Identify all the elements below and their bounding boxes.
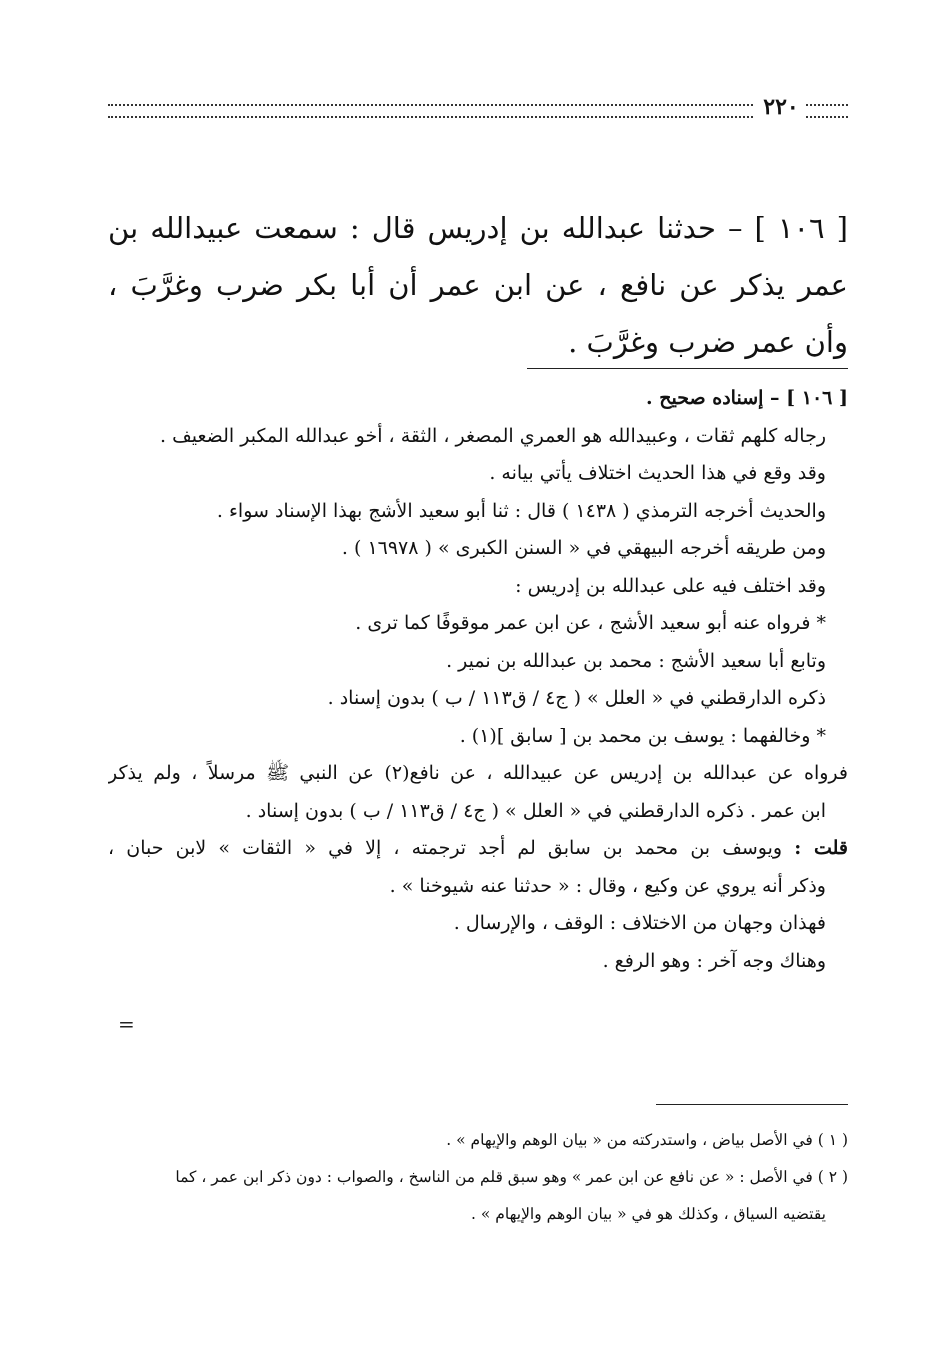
commentary-heading — [108, 380, 848, 418]
commentary-line: * فرواه عنه أبو سعيد الأشج ، عن ابن عمر موقوفًا كما ترى . — [355, 612, 826, 634]
commentary-line: ابن عمر . ذكره الدارقطني في « العلل » ( ج٤ / ق١١٣ / ب ) بدون إسناد . — [245, 799, 826, 822]
footnote-continuation: يقتضيه السياق ، وكذلك هو في « بيان الوهم والإيهام » . — [471, 1205, 826, 1223]
commentary-line: فهذان وجهان من الاختلاف : الوقف ، والإرسال . — [453, 912, 826, 934]
commentary-line: * وخالفهما : يوسف بن محمد بن [ سابق ](١) . — [459, 724, 826, 747]
page-header — [108, 94, 848, 124]
footnotes — [108, 1122, 848, 1233]
commentary — [108, 380, 848, 980]
commentary-line: ومن طريقه أخرجه البيهقي في « السنن الكبرى » ( ١٦٩٧٨ ) . — [341, 537, 826, 559]
header-dotted-rule-right — [806, 104, 848, 118]
commentary-line: وذكر أنه يروي عن وكيع ، وقال : « حدثنا عنه شيوخنا » . — [389, 874, 826, 897]
header-dotted-rule-left — [108, 104, 753, 118]
footnote-separator — [656, 1104, 848, 1105]
commentary-line: ذكره الدارقطني في « العلل » ( ج٤ / ق١١٣ / ب ) بدون إسناد . — [327, 687, 826, 709]
commentary-line: وتابع أبا سعيد الأشج : محمد بن عبدالله بن نمير . — [446, 649, 826, 672]
footnote-item: ( ٢ ) في الأصل : « عن نافع عن ابن عمر » وهو سبق قلم من الناسخ ، والصواب : دون ذكر ابن عمر ، كما — [175, 1168, 848, 1186]
commentary-line: فرواه عن عبدالله بن إدريس عن عبيدالله ، عن نافع(٢) عن النبي ﷺ مرسلاً ، ولم يذكر — [108, 762, 848, 784]
qult-text: ويوسف بن محمد بن سابق لم أجد ترجمته ، إلا في « الثقات » لابن حبان ، — [108, 837, 783, 859]
commentary-qult-line — [108, 830, 848, 868]
qult-label: قلت : — [794, 837, 848, 859]
commentary-heading-number: [ ١٠٦ ] – — [770, 387, 848, 409]
footnote-item: ( ١ ) في الأصل بياض ، واستدركته من « بيان الوهم والإيهام » . — [446, 1131, 848, 1149]
main-text-separator — [527, 368, 848, 369]
page-number: ٢٢٠ — [763, 94, 799, 120]
commentary-heading-title: إسناده صحيح . — [646, 387, 764, 409]
commentary-line: رجاله كلهم ثقات ، وعبيدالله هو العمري المصغر ، الثقة ، أخو عبدالله المكبر الضعيف . — [159, 424, 826, 447]
hadith-text: [ ١٠٦ ] – حدثنا عبدالله بن إدريس قال : سمعت عبيدالله بن عمر يذكر عن نافع ، عن ابن عمر أن أبا بكر ضرب وغرَّبَ ، وأن عمر ضرب وغرَّبَ . — [108, 211, 848, 359]
commentary-line: وقد اختلف فيه على عبدالله بن إدريس : — [515, 574, 826, 597]
continuation-mark: = — [118, 1012, 135, 1036]
commentary-line: وقد وقع في هذا الحديث اختلاف يأتي بيانه . — [489, 462, 826, 484]
commentary-line: وهناك وجه آخر : وهو الرفع . — [602, 949, 826, 972]
commentary-line: والحديث أخرجه الترمذي ( ١٤٣٨ ) قال : ثنا أبو سعيد الأشج بهذا الإسناد سواء . — [216, 499, 826, 522]
